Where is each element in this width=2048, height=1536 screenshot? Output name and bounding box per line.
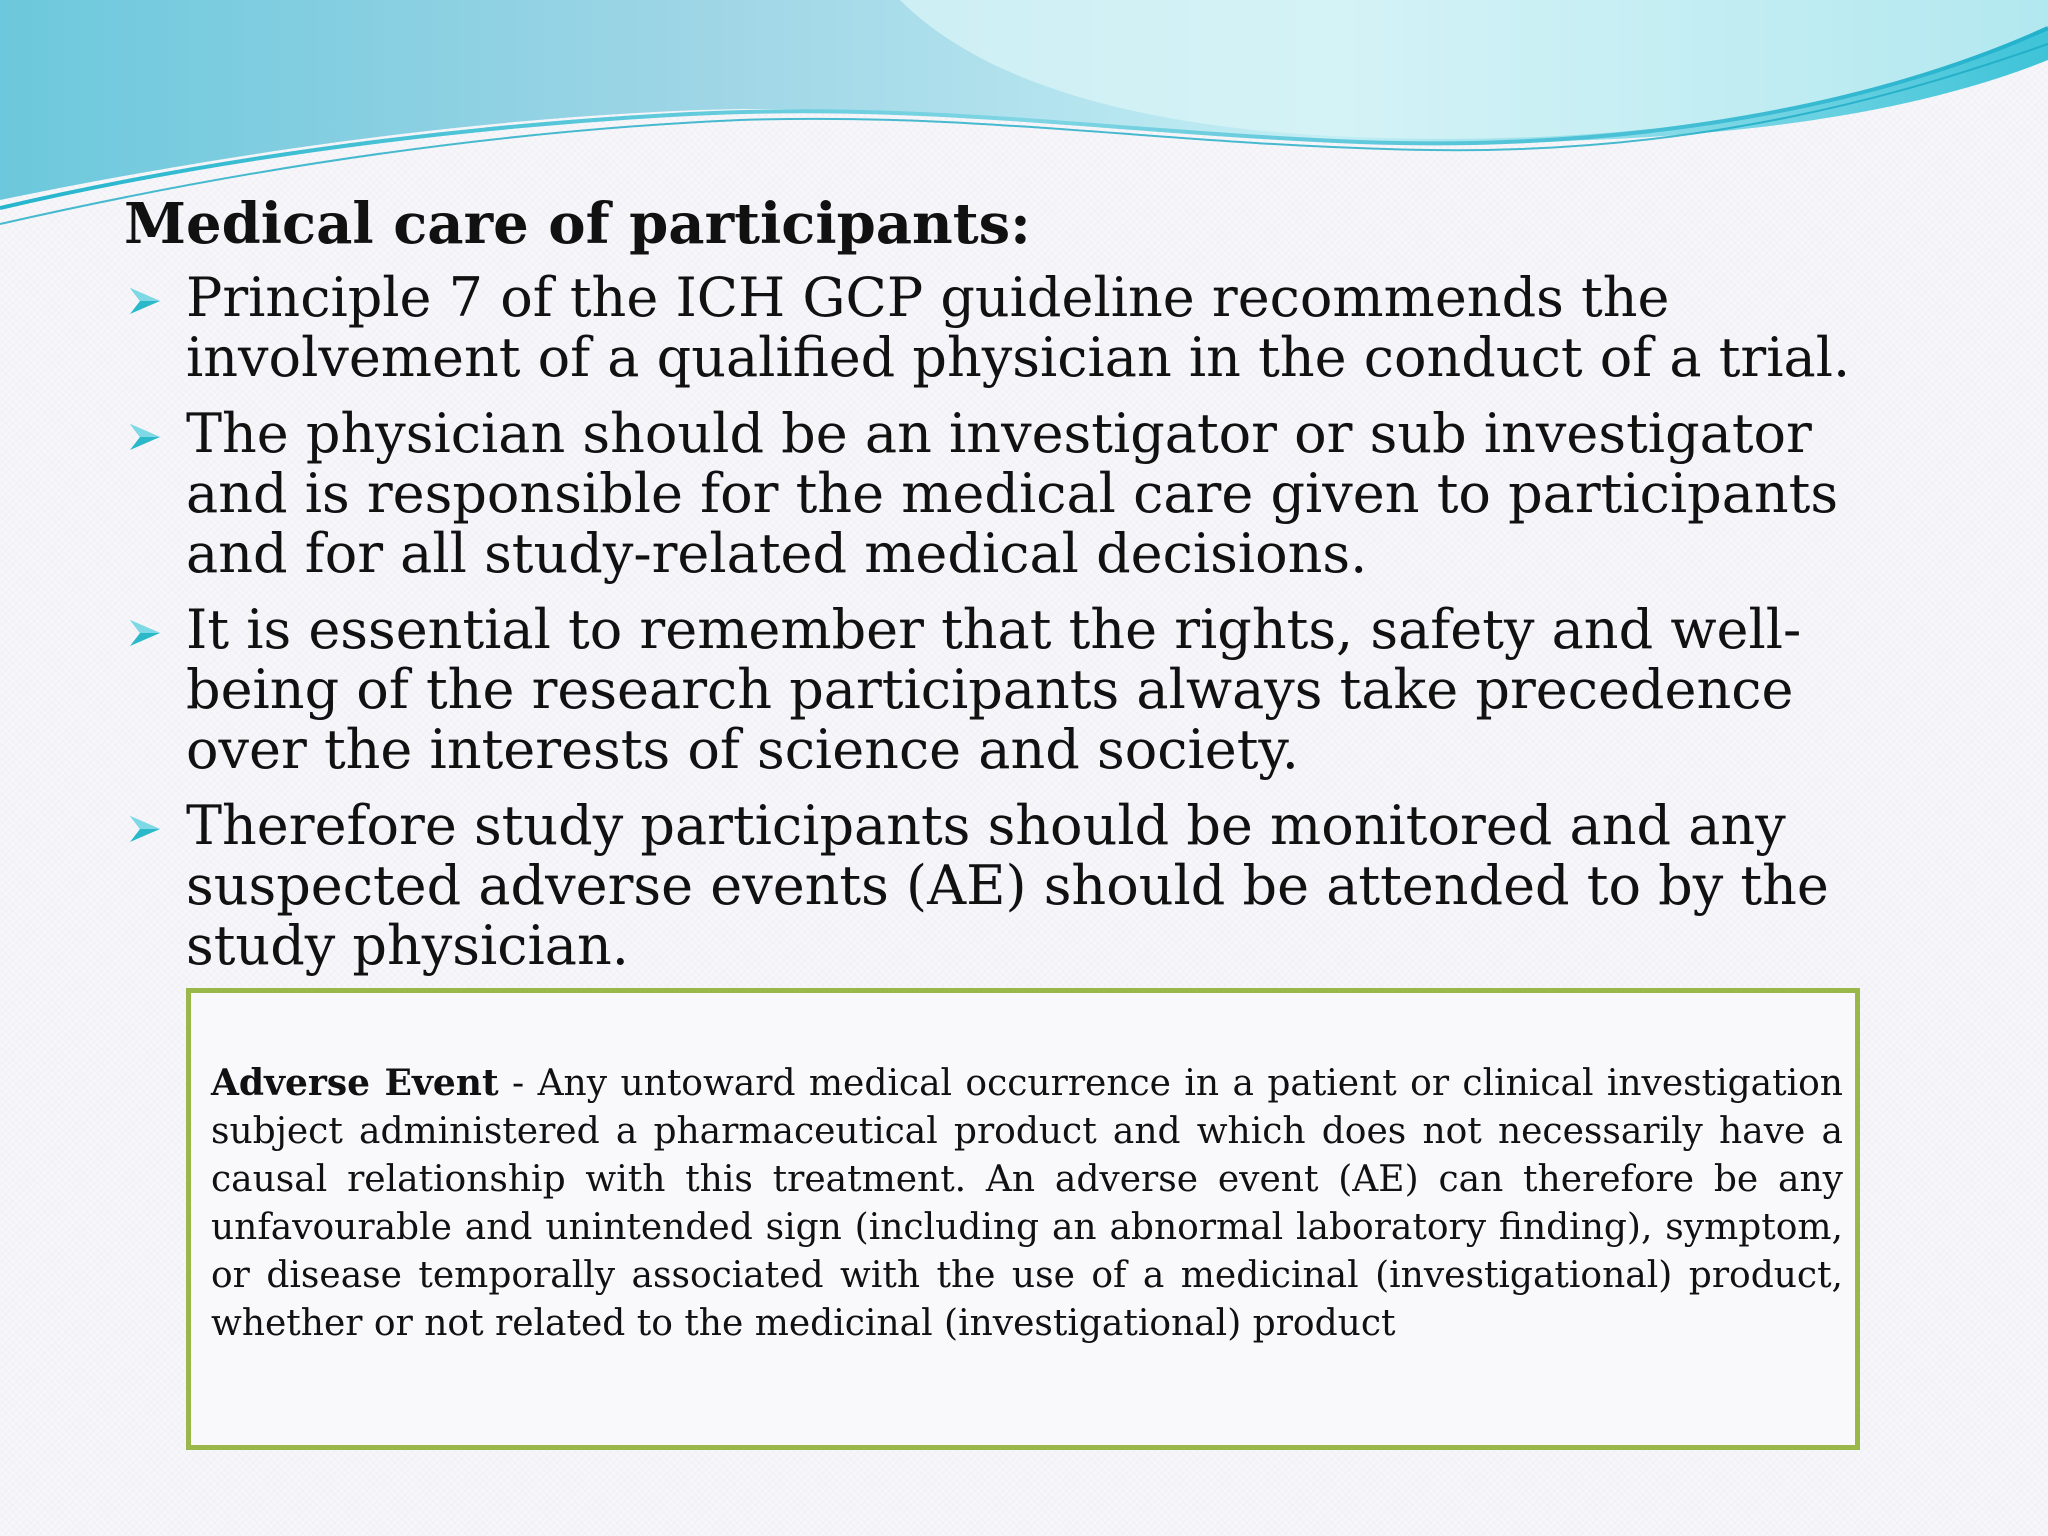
definition-term: Adverse Event <box>211 1062 499 1104</box>
bullet-item <box>124 404 1894 584</box>
bullet-list <box>124 268 1894 992</box>
arrow-bullet-icon <box>128 618 162 648</box>
bullet-item <box>124 268 1894 388</box>
bullet-item <box>124 600 1894 780</box>
definition-separator: - <box>498 1063 538 1104</box>
definition-paragraph <box>211 1059 1843 1348</box>
arrow-bullet-icon <box>128 814 162 844</box>
bullet-text: It is essential to remember that the rights, safety and well-being of the research participants always take precedence over the interests of science and society. <box>186 598 1802 781</box>
bullet-text: The physician should be an investigator or sub investigator and is responsible for the medical care given to participants and for all study-related medical decisions. <box>186 402 1839 585</box>
arrow-bullet-icon <box>128 286 162 316</box>
bullet-text: Therefore study participants should be monitored and any suspected adverse events (AE) should be attended to by the study physician. <box>186 794 1829 977</box>
bullet-text: Principle 7 of the ICH GCP guideline recommends the involvement of a qualified physician in the conduct of a trial. <box>186 266 1851 389</box>
adverse-event-definition-box <box>186 988 1860 1450</box>
bullet-item <box>124 796 1894 976</box>
definition-body: Any untoward medical occurrence in a patient or clinical investigation subject administered a pharmaceutical product and which does not necessarily have a causal relationship with this treatment. An adverse event (AE) can therefore be any unfavourable and unintended sign (including an abnormal laboratory finding), symptom, or disease temporally associated with the use of a medicinal (investigational) product, whether or not related to the medicinal (investigational) product <box>211 1063 1843 1344</box>
arrow-bullet-icon <box>128 422 162 452</box>
slide-title: Medical care of participants: <box>124 191 1031 257</box>
